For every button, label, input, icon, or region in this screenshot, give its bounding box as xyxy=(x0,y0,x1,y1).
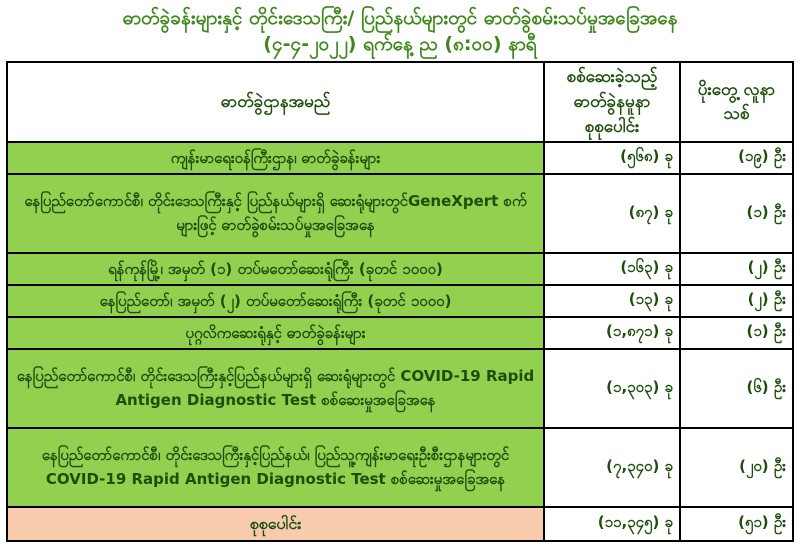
table-row xyxy=(7,174,793,253)
header-new-positives: ပိုးတွေ့ လူနာသစ် xyxy=(680,62,793,142)
total-positives-value: (၅၁) ဦး xyxy=(680,507,793,541)
table-row xyxy=(7,253,793,285)
row-positives-value: (၂၀) ဦး xyxy=(680,428,793,507)
report-title-line2: (၄-၄-၂၀၂၂) ရက်နေ့ ည (၈:၀၀) နာရီ xyxy=(263,32,537,55)
row-samples-value: (၁၆၃) ခု xyxy=(544,253,680,285)
row-samples-value: (၁,၈၇၁) ခု xyxy=(544,317,680,349)
row-lab-name: နေပြည်တော်ကောင်စီ၊ တိုင်းဒေသကြီးနှင့်ပြည်နယ်များရှိ ဆေးရုံများတွင် COVID-19 Rapid Antigen Diagnostic Test စစ်ဆေးမှုအခြေအနေ xyxy=(7,349,544,428)
header-total-samples: စစ်ဆေးခဲ့သည့် ဓာတ်ခွဲနမူနာ စုစုပေါင်း xyxy=(544,62,680,142)
report-title-line1: ဓာတ်ခွဲခန်းများနှင့် တိုင်းဒေသကြီး/ ပြည်နယ်များတွင် ဓာတ်ခွဲစမ်းသပ်မှုအခြေအနေ xyxy=(122,7,678,29)
row-samples-value: (၁၃) ခု xyxy=(544,285,680,317)
row-positives-value: (၂) ဦး xyxy=(680,285,793,317)
row-samples-value: (၇,၃၄၀) ခု xyxy=(544,428,680,507)
report-title xyxy=(0,6,800,57)
row-samples-value: (၈၇) ခု xyxy=(544,174,680,253)
lab-test-table xyxy=(6,61,794,542)
total-samples-value: (၁၁,၃၄၅) ခု xyxy=(544,507,680,541)
table-row xyxy=(7,142,793,174)
row-samples-value: (၁,၃၀၃) ခု xyxy=(544,349,680,428)
row-positives-value: (၁) ဦး xyxy=(680,317,793,349)
table-total-row xyxy=(7,507,793,541)
row-positives-value: (၆) ဦး xyxy=(680,349,793,428)
table-row xyxy=(7,428,793,507)
row-positives-value: (၁၉) ဦး xyxy=(680,142,793,174)
row-lab-name: ရန်ကုန်မြို့၊ အမှတ် (၁) တပ်မတော်ဆေးရုံကြီး (ခုတင် ၁၀၀၀) xyxy=(7,253,544,285)
table-row xyxy=(7,285,793,317)
table-row xyxy=(7,349,793,428)
row-samples-value: (၅၆၈) ခု xyxy=(544,142,680,174)
row-lab-name: နေပြည်တော်ကောင်စီ၊ တိုင်းဒေသကြီးနှင့်ပြည်နယ်၊ ပြည်သူ့ကျန်းမာရေးဦးစီးဌာနများတွင် COVID-19 Rapid Antigen Diagnostic Test စစ်ဆေးမှုအခြေအနေ xyxy=(7,428,544,507)
row-positives-value: (၁) ဦး xyxy=(680,174,793,253)
table-row xyxy=(7,317,793,349)
row-positives-value: (၂) ဦး xyxy=(680,253,793,285)
row-lab-name: နေပြည်တော်၊ အမှတ် (၂) တပ်မတော်ဆေးရုံကြီး (ခုတင် ၁၀၀၀) xyxy=(7,285,544,317)
row-lab-name: ပုဂ္ဂလိကဆေးရုံနှင့် ဓာတ်ခွဲခန်းများ xyxy=(7,317,544,349)
total-label: စုစုပေါင်း xyxy=(7,507,544,541)
row-lab-name: ကျန်းမာရေးဝန်ကြီးဌာန၊ ဓာတ်ခွဲခန်းများ xyxy=(7,142,544,174)
header-lab-name: ဓာတ်ခွဲဌာနအမည် xyxy=(7,62,544,142)
row-lab-name: နေပြည်တော်ကောင်စီ၊ တိုင်းဒေသကြီးနှင့် ပြည်နယ်များရှိ ဆေးရုံများတွင်GeneXpert စက်များဖြင့် ဓာတ်ခွဲစမ်းသပ်မှုအခြေအနေ xyxy=(7,174,544,253)
table-header-row xyxy=(7,62,793,142)
